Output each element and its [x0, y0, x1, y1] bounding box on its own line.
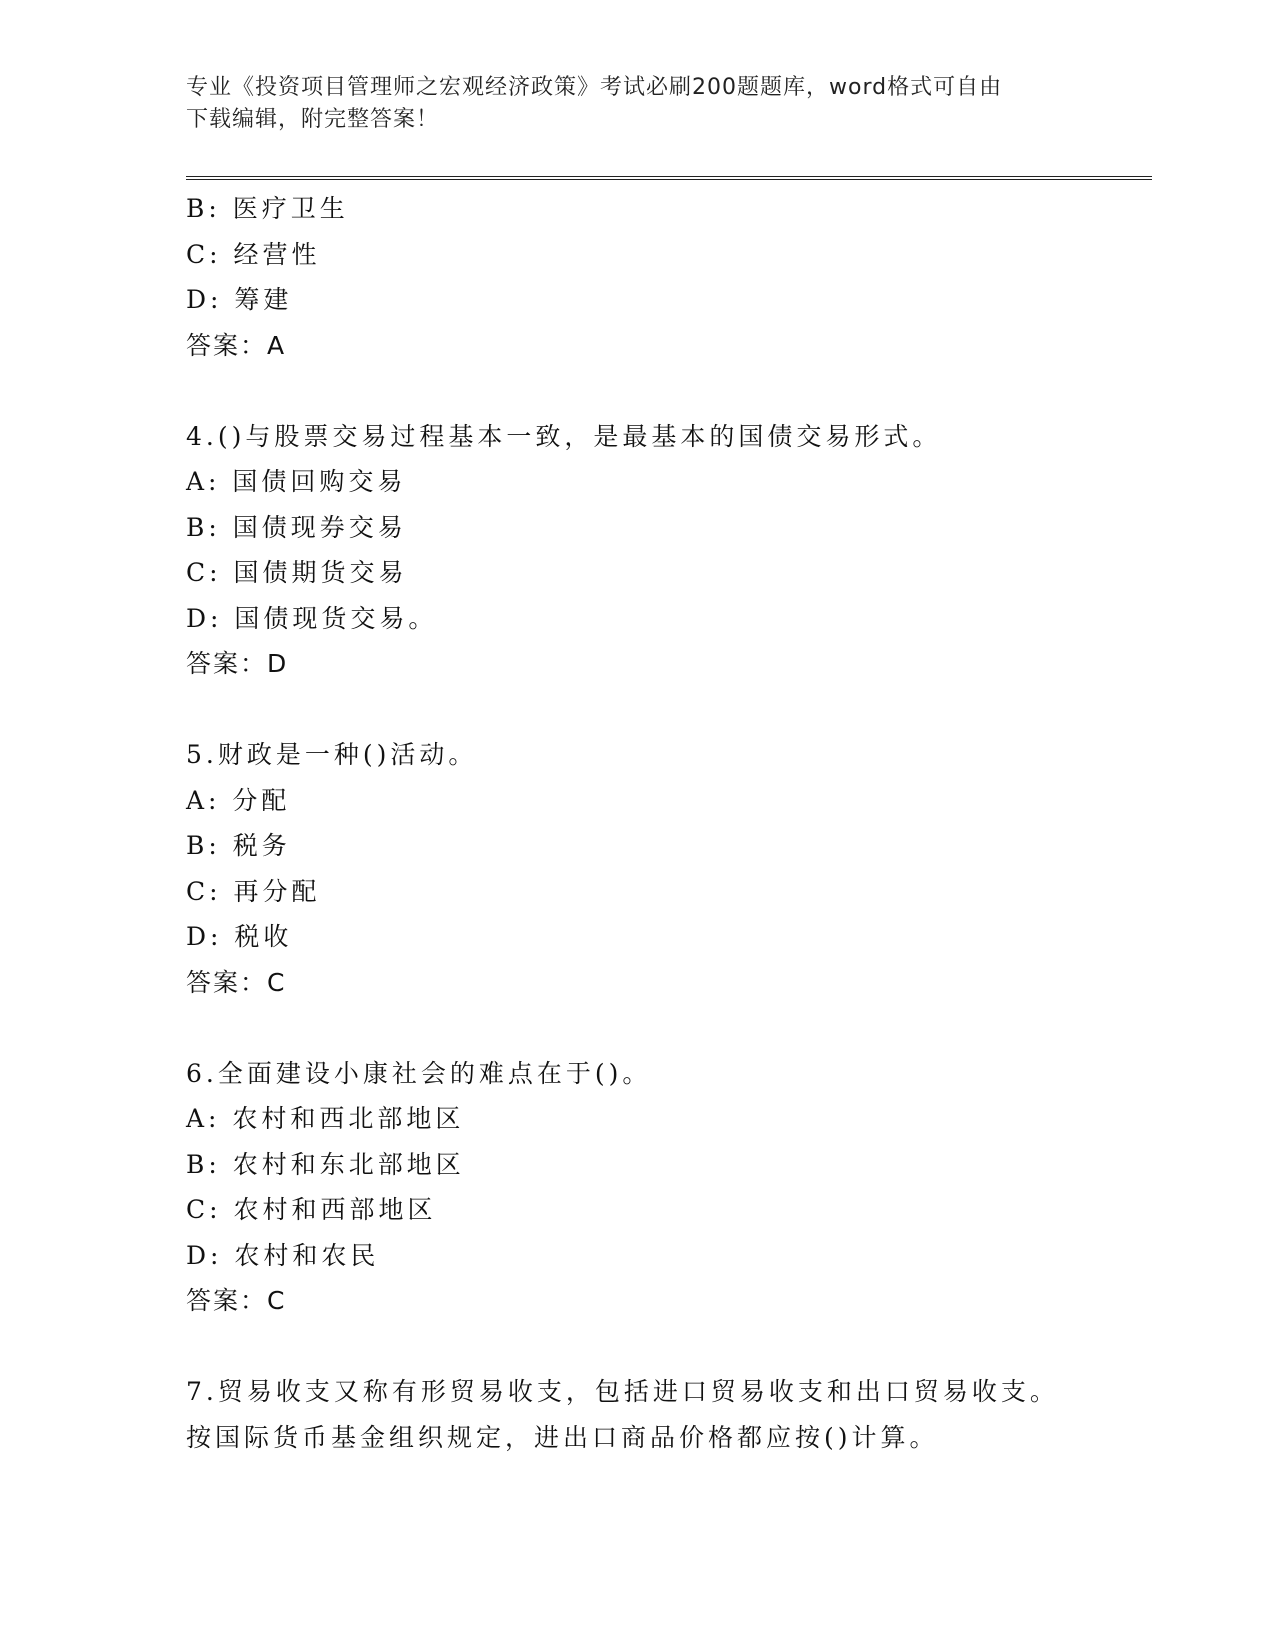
- question-7: [186, 1369, 1152, 1460]
- option-c: C: 国债期货交易: [186, 558, 408, 587]
- option-b: B: 税务: [186, 831, 291, 860]
- answer-line: 答案：C: [186, 1286, 287, 1315]
- question-list: [186, 186, 1152, 1460]
- header-divider: [186, 176, 1152, 180]
- option-a: A: 国债回购交易: [186, 467, 407, 496]
- answer-line: 答案：D: [186, 649, 289, 678]
- option-c: C: 经营性: [186, 239, 321, 269]
- header-line-1: 专业《投资项目管理师之宏观经济政策》考试必刷200题题库，word格式可自由: [186, 75, 1003, 100]
- question-stem: 4.()与股票交易过程基本一致，是最基本的国债交易形式。: [186, 421, 942, 451]
- question-stem: 5.财政是一种()活动。: [186, 740, 478, 769]
- option-b: B: 农村和东北部地区: [186, 1149, 465, 1179]
- option-b: B: 国债现券交易: [186, 512, 407, 542]
- option-b: B: 医疗卫生: [186, 194, 349, 223]
- option-c: C: 农村和西部地区: [186, 1195, 437, 1224]
- answer-line: 答案：C: [186, 967, 287, 997]
- question-6: [186, 1051, 1152, 1324]
- option-d: D: 国债现货交易。: [186, 603, 438, 633]
- question-stem-line-1: 7.贸易收支又称有形贸易收支，包括进口贸易收支和出口贸易收支。: [186, 1377, 1059, 1406]
- option-d: D: 筹建: [186, 285, 293, 314]
- question-5: [186, 732, 1152, 1005]
- document-header: [186, 72, 1066, 136]
- option-c: C: 再分配: [186, 876, 321, 906]
- option-a: A: 农村和西北部地区: [186, 1104, 465, 1133]
- header-line-2: 下载编辑，附完整答案！: [186, 107, 440, 132]
- option-d: D: 农村和农民: [186, 1240, 380, 1270]
- option-a: A: 分配: [186, 785, 291, 815]
- question-stem: 6.全面建设小康社会的难点在于()。: [186, 1058, 652, 1088]
- option-d: D: 税收: [186, 922, 293, 951]
- question-stem-line-2: 按国际货币基金组织规定，进出口商品价格都应按()计算。: [186, 1422, 939, 1452]
- question-4: [186, 414, 1152, 687]
- answer-line: 答案：A: [186, 330, 287, 360]
- question-3-partial: [186, 186, 1152, 368]
